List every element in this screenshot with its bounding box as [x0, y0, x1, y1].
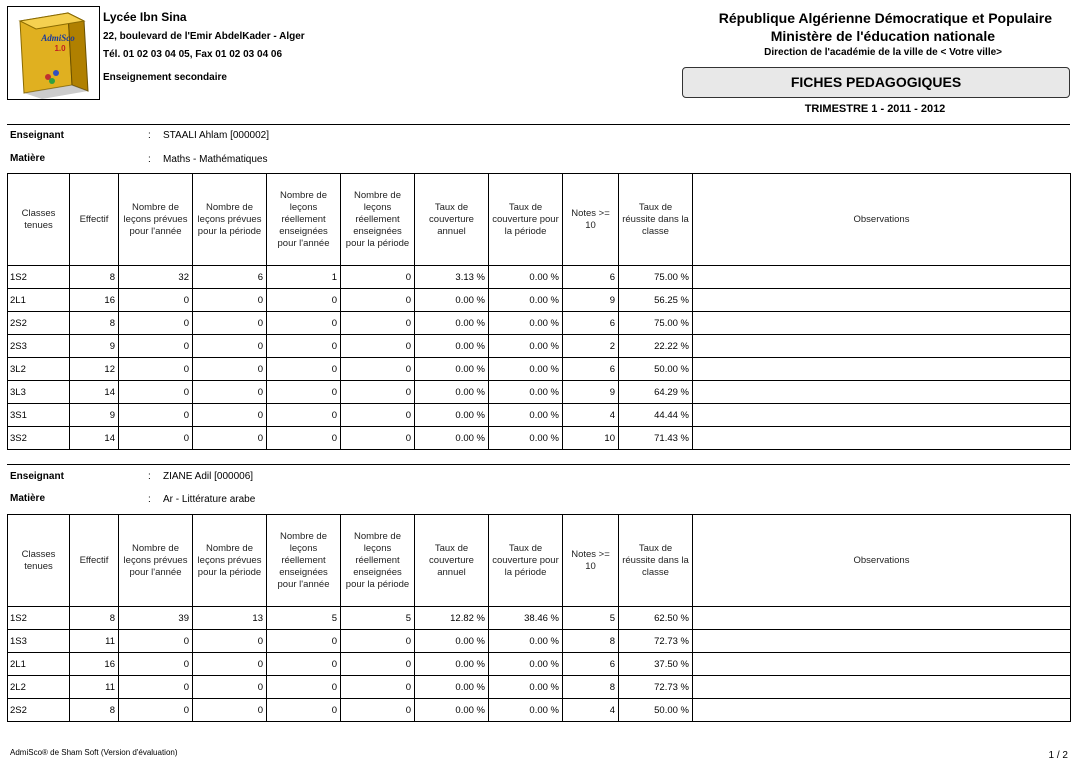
value-cell: 0.00 %: [489, 381, 563, 404]
academy-direction: Direction de l'académie de la ville de < Votre ville>: [764, 47, 1002, 58]
value-cell: 0.00 %: [415, 358, 489, 381]
value-cell: 0.00 %: [415, 312, 489, 335]
class-cell: 1S2: [8, 266, 70, 289]
value-cell: 0.00 %: [489, 630, 563, 653]
value-cell: 0: [193, 381, 267, 404]
value-cell: 9: [563, 289, 619, 312]
value-cell: 12: [70, 358, 119, 381]
observation-cell: [693, 607, 1071, 630]
value-cell: 0.00 %: [489, 676, 563, 699]
value-cell: 9: [70, 404, 119, 427]
value-cell: 0.00 %: [415, 699, 489, 722]
teacher-value: STAALI Ahlam [000002]: [163, 130, 269, 141]
column-header: Nombre de leçons prévues pour la période: [193, 515, 267, 607]
value-cell: 0: [119, 676, 193, 699]
school-name: Lycée Ibn Sina: [103, 10, 187, 24]
value-cell: 0: [193, 653, 267, 676]
value-cell: 64.29 %: [619, 381, 693, 404]
value-cell: 0: [267, 630, 341, 653]
table-row: [8, 676, 1071, 699]
value-cell: 6: [563, 312, 619, 335]
teacher-label: Enseignant: [10, 130, 64, 141]
table-row: [8, 266, 1071, 289]
value-cell: 0: [267, 653, 341, 676]
value-cell: 8: [70, 607, 119, 630]
value-cell: 6: [563, 653, 619, 676]
value-cell: 0.00 %: [415, 630, 489, 653]
value-cell: 13: [193, 607, 267, 630]
value-cell: 0: [341, 381, 415, 404]
table-row: [8, 358, 1071, 381]
class-cell: 3S1: [8, 404, 70, 427]
value-cell: 75.00 %: [619, 266, 693, 289]
value-cell: 0: [193, 676, 267, 699]
value-cell: 0: [193, 427, 267, 450]
column-header: Notes >= 10: [563, 515, 619, 607]
value-cell: 6: [563, 358, 619, 381]
observation-cell: [693, 404, 1071, 427]
class-cell: 3L2: [8, 358, 70, 381]
value-cell: 0: [341, 289, 415, 312]
value-cell: 0: [267, 699, 341, 722]
observation-cell: [693, 381, 1071, 404]
value-cell: 1: [267, 266, 341, 289]
school-address: 22, boulevard de l'Emir AbdelKader - Alger: [103, 31, 305, 42]
value-cell: 12.82 %: [415, 607, 489, 630]
table-header-row: [8, 174, 1071, 266]
value-cell: 0.00 %: [489, 335, 563, 358]
value-cell: 0.00 %: [489, 312, 563, 335]
column-header: Observations: [693, 174, 1071, 266]
table-header-row: [8, 515, 1071, 607]
value-cell: 0: [341, 427, 415, 450]
table-row: [8, 335, 1071, 358]
value-cell: 0.00 %: [489, 653, 563, 676]
table-row: [8, 381, 1071, 404]
value-cell: 14: [70, 381, 119, 404]
column-header: Taux de réussite dans la classe: [619, 174, 693, 266]
table-row: [8, 607, 1071, 630]
class-cell: 3S2: [8, 427, 70, 450]
value-cell: 0.00 %: [415, 427, 489, 450]
teacher-colon: :: [148, 471, 151, 482]
value-cell: 0.00 %: [415, 676, 489, 699]
value-cell: 72.73 %: [619, 630, 693, 653]
column-header: Observations: [693, 515, 1071, 607]
value-cell: 0.00 %: [489, 289, 563, 312]
school-phone: Tél. 01 02 03 04 05, Fax 01 02 03 04 06: [103, 49, 283, 60]
republic-name: République Algérienne Démocratique et Populaire: [718, 10, 1052, 26]
subject-value: Ar - Littérature arabe: [163, 494, 256, 505]
value-cell: 2: [563, 335, 619, 358]
subject-label: Matière: [10, 493, 46, 504]
value-cell: 0: [267, 404, 341, 427]
value-cell: 0: [193, 630, 267, 653]
column-header: Taux de couverture pour la période: [489, 515, 563, 607]
column-header: Effectif: [70, 515, 119, 607]
value-cell: 56.25 %: [619, 289, 693, 312]
column-header: Nombre de leçons réellement enseignées pour l'année: [267, 515, 341, 607]
value-cell: 16: [70, 289, 119, 312]
value-cell: 71.43 %: [619, 427, 693, 450]
value-cell: 0: [119, 358, 193, 381]
value-cell: 0.00 %: [489, 404, 563, 427]
value-cell: 8: [563, 676, 619, 699]
subject-colon: :: [148, 494, 151, 505]
value-cell: 11: [70, 676, 119, 699]
value-cell: 50.00 %: [619, 699, 693, 722]
column-header: Nombre de leçons prévues pour l'année: [119, 174, 193, 266]
observation-cell: [693, 335, 1071, 358]
value-cell: 0.00 %: [415, 335, 489, 358]
table-row: [8, 699, 1071, 722]
column-header: Taux de couverture annuel: [415, 174, 489, 266]
value-cell: 8: [563, 630, 619, 653]
column-header: Classes tenues: [8, 515, 70, 607]
table-row: [8, 404, 1071, 427]
table-row: [8, 289, 1071, 312]
value-cell: 0.00 %: [415, 653, 489, 676]
observation-cell: [693, 427, 1071, 450]
report-title: FICHES PEDAGOGIQUES: [682, 67, 1070, 98]
column-header: Nombre de leçons réellement enseignées pour la période: [341, 515, 415, 607]
value-cell: 0: [119, 427, 193, 450]
ministry-name: Ministère de l'éducation nationale: [770, 28, 995, 44]
pedagogy-table: [7, 514, 1071, 722]
value-cell: 4: [563, 404, 619, 427]
value-cell: 16: [70, 653, 119, 676]
column-header: Notes >= 10: [563, 174, 619, 266]
teacher-value: ZIANE Adil [000006]: [163, 471, 254, 482]
logo-box-illustration: [8, 7, 99, 99]
value-cell: 0: [267, 312, 341, 335]
column-header: Nombre de leçons réellement enseignées pour la période: [341, 174, 415, 266]
value-cell: 5: [341, 607, 415, 630]
value-cell: 0: [119, 653, 193, 676]
value-cell: 0: [341, 699, 415, 722]
page-number: 1 / 2: [1048, 750, 1068, 761]
value-cell: 5: [267, 607, 341, 630]
teacher-label: Enseignant: [10, 471, 64, 482]
value-cell: 0: [341, 358, 415, 381]
subject-colon: :: [148, 154, 151, 165]
observation-cell: [693, 358, 1071, 381]
column-header: Nombre de leçons prévues pour l'année: [119, 515, 193, 607]
value-cell: 0: [341, 676, 415, 699]
value-cell: 38.46 %: [489, 607, 563, 630]
column-header: Nombre de leçons prévues pour la période: [193, 174, 267, 266]
column-header: Effectif: [70, 174, 119, 266]
value-cell: 0: [193, 404, 267, 427]
footer-credit: AdmiSco® de Sham Soft (Version d'évaluation): [10, 748, 178, 757]
school-type: Enseignement secondaire: [103, 72, 227, 83]
value-cell: 0: [193, 335, 267, 358]
column-header: Taux de couverture annuel: [415, 515, 489, 607]
value-cell: 6: [193, 266, 267, 289]
table-row: [8, 427, 1071, 450]
class-cell: 1S2: [8, 607, 70, 630]
observation-cell: [693, 266, 1071, 289]
value-cell: 0: [341, 404, 415, 427]
observation-cell: [693, 289, 1071, 312]
observation-cell: [693, 312, 1071, 335]
class-cell: 2S2: [8, 312, 70, 335]
class-cell: 1S3: [8, 630, 70, 653]
column-header: Classes tenues: [8, 174, 70, 266]
value-cell: 14: [70, 427, 119, 450]
value-cell: 11: [70, 630, 119, 653]
observation-cell: [693, 699, 1071, 722]
value-cell: 10: [563, 427, 619, 450]
observation-cell: [693, 653, 1071, 676]
value-cell: 4: [563, 699, 619, 722]
value-cell: 0: [119, 381, 193, 404]
value-cell: 0.00 %: [489, 699, 563, 722]
value-cell: 8: [70, 699, 119, 722]
value-cell: 0: [267, 358, 341, 381]
subject-label: Matière: [10, 153, 46, 164]
value-cell: 22.22 %: [619, 335, 693, 358]
class-cell: 2L1: [8, 653, 70, 676]
value-cell: 0: [119, 630, 193, 653]
observation-cell: [693, 630, 1071, 653]
value-cell: 0: [341, 630, 415, 653]
value-cell: 0: [119, 404, 193, 427]
class-cell: 2L2: [8, 676, 70, 699]
value-cell: 0: [267, 427, 341, 450]
value-cell: 37.50 %: [619, 653, 693, 676]
value-cell: 0: [267, 335, 341, 358]
value-cell: 8: [70, 312, 119, 335]
value-cell: 0: [193, 699, 267, 722]
logo-version-text: 1.0: [54, 44, 66, 53]
value-cell: 0: [341, 335, 415, 358]
class-cell: 2S2: [8, 699, 70, 722]
value-cell: 0: [341, 312, 415, 335]
value-cell: 0: [119, 289, 193, 312]
value-cell: 0: [267, 381, 341, 404]
pedagogy-table: [7, 173, 1071, 450]
column-header: Taux de couverture pour la période: [489, 174, 563, 266]
value-cell: 0: [119, 699, 193, 722]
value-cell: 39: [119, 607, 193, 630]
section-divider: [7, 124, 1070, 125]
value-cell: 0.00 %: [415, 289, 489, 312]
value-cell: 0: [341, 653, 415, 676]
teacher-colon: :: [148, 130, 151, 141]
subject-value: Maths - Mathématiques: [163, 154, 268, 165]
value-cell: 62.50 %: [619, 607, 693, 630]
value-cell: 0.00 %: [415, 381, 489, 404]
value-cell: 0: [267, 676, 341, 699]
value-cell: 75.00 %: [619, 312, 693, 335]
value-cell: 8: [70, 266, 119, 289]
table-row: [8, 312, 1071, 335]
value-cell: 5: [563, 607, 619, 630]
value-cell: 0: [119, 312, 193, 335]
value-cell: 0: [193, 358, 267, 381]
school-logo: [7, 6, 100, 100]
column-header: Nombre de leçons réellement enseignées pour l'année: [267, 174, 341, 266]
value-cell: 0.00 %: [489, 427, 563, 450]
value-cell: 0: [193, 289, 267, 312]
value-cell: 0: [341, 266, 415, 289]
value-cell: 0.00 %: [489, 266, 563, 289]
class-cell: 3L3: [8, 381, 70, 404]
table-row: [8, 630, 1071, 653]
value-cell: 3.13 %: [415, 266, 489, 289]
value-cell: 0.00 %: [489, 358, 563, 381]
value-cell: 9: [563, 381, 619, 404]
value-cell: 0.00 %: [415, 404, 489, 427]
value-cell: 9: [70, 335, 119, 358]
section-divider: [7, 464, 1070, 465]
observation-cell: [693, 676, 1071, 699]
value-cell: 72.73 %: [619, 676, 693, 699]
table-row: [8, 653, 1071, 676]
value-cell: 44.44 %: [619, 404, 693, 427]
report-period: TRIMESTRE 1 - 2011 - 2012: [804, 103, 946, 115]
value-cell: 0: [119, 335, 193, 358]
class-cell: 2L1: [8, 289, 70, 312]
value-cell: 32: [119, 266, 193, 289]
value-cell: 6: [563, 266, 619, 289]
value-cell: 0: [267, 289, 341, 312]
value-cell: 0: [193, 312, 267, 335]
value-cell: 50.00 %: [619, 358, 693, 381]
class-cell: 2S3: [8, 335, 70, 358]
column-header: Taux de réussite dans la classe: [619, 515, 693, 607]
logo-brand-text: AdmiSco: [41, 33, 75, 43]
